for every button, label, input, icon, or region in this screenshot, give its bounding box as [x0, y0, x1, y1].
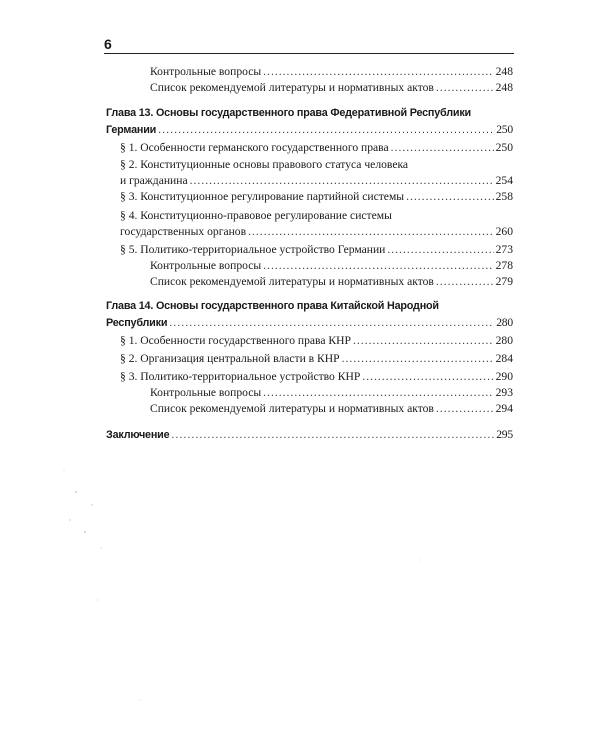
toc-entry-section: [120, 140, 513, 155]
toc-entry-text: Заключение: [106, 429, 170, 441]
toc-entry-section: [120, 224, 513, 239]
toc-entry-section-line1: § 4. Конституционно-правовое регулирование системы: [120, 209, 392, 222]
dot-leader: [406, 189, 494, 204]
toc-entry-text: Список рекомендуемой литературы и нормативных актов: [150, 81, 434, 94]
toc-entry-page: 284: [495, 352, 513, 365]
toc-entry-page: 260: [495, 225, 513, 238]
toc-entry-page: 258: [495, 190, 513, 203]
toc-entry-page: 250: [496, 123, 513, 136]
toc-entry-page: 280: [495, 334, 513, 347]
dot-leader: [190, 173, 494, 188]
toc-entry-section-line1: § 2. Конституционные основы правового статуса человека: [120, 158, 409, 171]
dot-leader: [353, 333, 494, 348]
toc-entry-text: Контрольные вопросы: [150, 259, 262, 272]
toc-entry-text: § 1. Особенности государственного права КНР: [120, 334, 351, 347]
toc-entry-page: 290: [495, 370, 513, 383]
dot-leader: [263, 64, 493, 79]
toc-entry-conclusion: [106, 427, 513, 443]
toc-entry-page: 273: [495, 243, 513, 256]
toc-entry-page: 280: [496, 316, 513, 329]
chapter-13-title: Глава 13. Основы государственного права Федеративной Республики: [106, 107, 471, 119]
toc-entry-text: Контрольные вопросы: [150, 386, 262, 399]
dot-leader: [263, 258, 493, 273]
toc-entry-text: § 2. Организация центральной власти в КНР: [120, 352, 340, 365]
toc-entry-page: 279: [495, 275, 513, 288]
toc-entry-text: Германии: [106, 124, 157, 136]
dot-leader: [171, 428, 494, 443]
toc-entry-text: Республики: [106, 317, 168, 329]
page-number: 6: [104, 36, 112, 52]
dot-leader: [391, 140, 494, 155]
toc-entry-section: [120, 242, 513, 257]
toc-entry-section: [120, 173, 513, 188]
toc-entry-page: 250: [495, 141, 513, 154]
toc-entry-text: § 3. Политико-территориальное устройство КНР: [120, 370, 361, 383]
dot-leader: [436, 401, 494, 416]
toc-entry-text: § 1. Особенности германского государственного права: [120, 141, 389, 154]
chapter-14-title: Глава 14. Основы государственного права Китайской Народной: [106, 300, 439, 312]
toc-entry-page: 248: [495, 81, 513, 94]
dot-leader: [387, 242, 493, 257]
toc-entry-section: [120, 369, 513, 384]
toc-entry-page: 254: [495, 174, 513, 187]
dot-leader: [342, 351, 494, 366]
dot-leader: [248, 224, 494, 239]
toc-entry-text: Список рекомендуемой литературы и нормативных актов: [150, 402, 434, 415]
toc-entry-literature: [150, 80, 513, 95]
header-rule: [104, 53, 514, 54]
toc-entry-control-questions: [150, 258, 513, 273]
dot-leader: [362, 369, 493, 384]
toc-entry-page: 278: [495, 259, 513, 272]
toc-entry-literature: [150, 401, 513, 416]
toc-entry-control-questions: [150, 64, 513, 79]
toc-entry-page: 294: [495, 402, 513, 415]
toc-entry-page: 295: [496, 428, 513, 441]
toc-entry-text: § 5. Политико-территориальное устройство Германии: [120, 243, 386, 256]
toc-entry-text: государственных органов: [120, 225, 247, 238]
toc-entry-text: Контрольные вопросы: [150, 65, 262, 78]
toc-entry-literature: [150, 274, 513, 289]
toc-entry-control-questions: [150, 385, 513, 400]
dot-leader: [169, 316, 494, 331]
toc-entry-section: [120, 189, 513, 204]
dot-leader: [436, 274, 494, 289]
toc-entry-section: [120, 351, 513, 366]
toc-entry-page: 248: [495, 65, 513, 78]
dot-leader: [436, 80, 494, 95]
toc-entry-text: и гражданина: [120, 174, 188, 187]
chapter-14-title-continuation: [106, 315, 513, 331]
chapter-13-title-continuation: [106, 122, 513, 138]
toc-entry-section: [120, 333, 513, 348]
dot-leader: [263, 385, 493, 400]
toc-entry-text: § 3. Конституционное регулирование партийной системы: [120, 190, 405, 203]
toc-entry-text: Список рекомендуемой литературы и нормативных актов: [150, 275, 434, 288]
toc-entry-page: 293: [495, 386, 513, 399]
dot-leader: [158, 123, 494, 138]
